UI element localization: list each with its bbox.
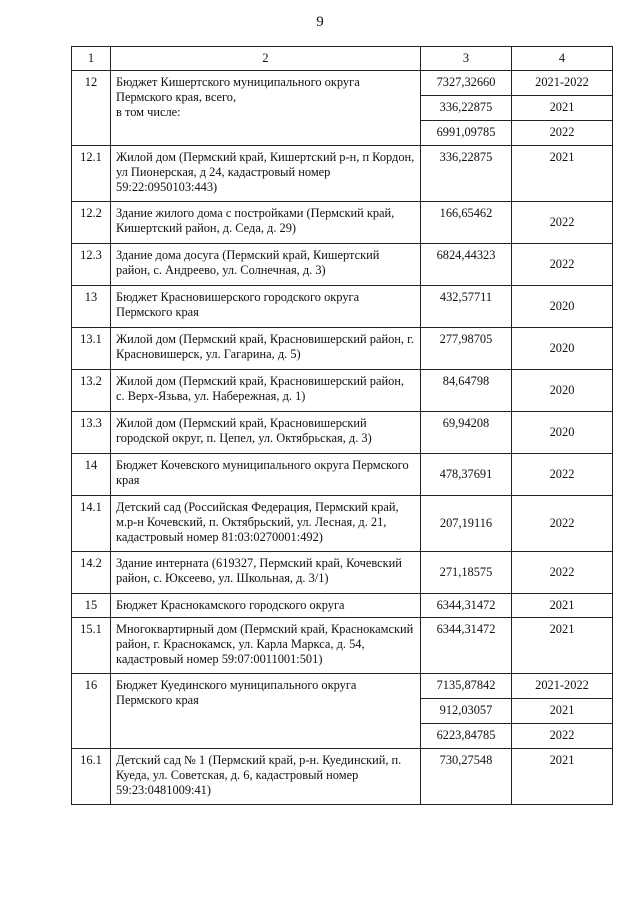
table-row — [72, 286, 613, 328]
table-row — [72, 412, 613, 454]
row-year: 2022 — [512, 454, 613, 496]
row-year: 2022 — [512, 552, 613, 594]
row-amount: 84,64798 — [421, 370, 512, 412]
table-row — [72, 370, 613, 412]
row-year: 2021-2022 — [512, 71, 613, 96]
row-year: 2020 — [512, 328, 613, 370]
row-year: 2022 — [512, 496, 613, 552]
row-number: 14.2 — [72, 552, 111, 594]
row-amount: 478,37691 — [421, 454, 512, 496]
table-row — [72, 594, 613, 618]
row-year: 2022 — [512, 724, 613, 749]
row-year: 2022 — [512, 202, 613, 244]
table-row — [72, 552, 613, 594]
header-cell: 1 — [72, 47, 111, 71]
row-amount: 277,98705 — [421, 328, 512, 370]
row-amount: 207,19116 — [421, 496, 512, 552]
row-number: 15.1 — [72, 618, 111, 674]
row-amount: 6344,31472 — [421, 594, 512, 618]
row-amount: 730,27548 — [421, 749, 512, 805]
page-number: 9 — [316, 14, 324, 30]
row-description: Здание интерната (619327, Пермский край, Кочевский район, с. Юксеево, ул. Школьная, д. 3/1) — [111, 552, 421, 594]
row-number: 12 — [72, 71, 111, 146]
row-description: Бюджет Куединского муниципального округа Пермского края — [111, 674, 421, 749]
table-row — [72, 202, 613, 244]
row-year: 2021 — [512, 749, 613, 805]
row-amount: 6223,84785 — [421, 724, 512, 749]
row-amount: 912,03057 — [421, 699, 512, 724]
header-cell: 2 — [111, 47, 421, 71]
row-amount: 7327,32660 — [421, 71, 512, 96]
row-description: Здание жилого дома с постройками (Пермский край, Кишертский район, д. Седа, д. 29) — [111, 202, 421, 244]
row-year: 2021 — [512, 146, 613, 202]
row-year: 2020 — [512, 412, 613, 454]
row-description: Детский сад (Российская Федерация, Пермский край, м.р-н Кочевский, п. Октябрьский, ул. Лесная, д. 21, кадастровый номер 81:03:0270001:492) — [111, 496, 421, 552]
table-header-row — [72, 47, 613, 71]
row-amount: 7135,87842 — [421, 674, 512, 699]
row-year: 2021 — [512, 96, 613, 121]
row-year: 2021-2022 — [512, 674, 613, 699]
row-amount: 166,65462 — [421, 202, 512, 244]
row-description: Бюджет Кишертского муниципального округа Пермского края, всего, в том числе: — [111, 71, 421, 146]
table-row — [72, 496, 613, 552]
row-description: Жилой дом (Пермский край, Красновишерский район, г. Красновишерск, ул. Гагарина, д. 5) — [111, 328, 421, 370]
row-number: 14 — [72, 454, 111, 496]
row-number: 13.3 — [72, 412, 111, 454]
row-description: Бюджет Краснокамского городского округа — [111, 594, 421, 618]
table-row — [72, 749, 613, 805]
table-row — [72, 146, 613, 202]
row-description: Жилой дом (Пермский край, Красновишерский городской округ, п. Цепел, ул. Октябрьская, д. 3) — [111, 412, 421, 454]
table-row — [72, 674, 613, 699]
row-description: Жилой дом (Пермский край, Красновишерский район, с. Верх-Язьва, ул. Набережная, д. 1) — [111, 370, 421, 412]
row-description: Детский сад № 1 (Пермский край, р-н. Куединский, п. Куеда, ул. Советская, д. 6, кадастровый номер 59:23:0481009:41) — [111, 749, 421, 805]
row-number: 16.1 — [72, 749, 111, 805]
row-year: 2022 — [512, 121, 613, 146]
row-number: 13 — [72, 286, 111, 328]
row-description: Многоквартирный дом (Пермский край, Краснокамский район, г. Краснокамск, ул. Карла Маркса, д. 54, кадастровый номер 59:07:0011001:501) — [111, 618, 421, 674]
row-number: 16 — [72, 674, 111, 749]
row-amount: 6991,09785 — [421, 121, 512, 146]
table-row — [72, 244, 613, 286]
row-amount: 432,57711 — [421, 286, 512, 328]
table-row — [72, 71, 613, 96]
table-row — [72, 454, 613, 496]
row-amount: 336,22875 — [421, 146, 512, 202]
row-amount: 271,18575 — [421, 552, 512, 594]
row-year: 2022 — [512, 244, 613, 286]
row-amount: 69,94208 — [421, 412, 512, 454]
row-year: 2021 — [512, 594, 613, 618]
table-row — [72, 618, 613, 674]
row-year: 2021 — [512, 618, 613, 674]
budget-table — [71, 46, 613, 805]
row-description: Жилой дом (Пермский край, Кишертский р-н, п Кордон, ул Пионерская, д 24, кадастровый номер 59:22:0950103:443) — [111, 146, 421, 202]
row-description: Здание дома досуга (Пермский край, Кишертский район, с. Андреево, ул. Солнечная, д. 3) — [111, 244, 421, 286]
row-number: 13.1 — [72, 328, 111, 370]
header-cell: 4 — [512, 47, 613, 71]
table-row — [72, 328, 613, 370]
row-year: 2021 — [512, 699, 613, 724]
row-number: 12.2 — [72, 202, 111, 244]
header-cell: 3 — [421, 47, 512, 71]
row-number: 12.1 — [72, 146, 111, 202]
row-number: 14.1 — [72, 496, 111, 552]
row-year: 2020 — [512, 286, 613, 328]
row-year: 2020 — [512, 370, 613, 412]
row-description: Бюджет Кочевского муниципального округа Пермского края — [111, 454, 421, 496]
row-description: Бюджет Красновишерского городского округа Пермского края — [111, 286, 421, 328]
row-amount: 6344,31472 — [421, 618, 512, 674]
row-amount: 6824,44323 — [421, 244, 512, 286]
row-number: 13.2 — [72, 370, 111, 412]
row-number: 15 — [72, 594, 111, 618]
row-amount: 336,22875 — [421, 96, 512, 121]
row-number: 12.3 — [72, 244, 111, 286]
